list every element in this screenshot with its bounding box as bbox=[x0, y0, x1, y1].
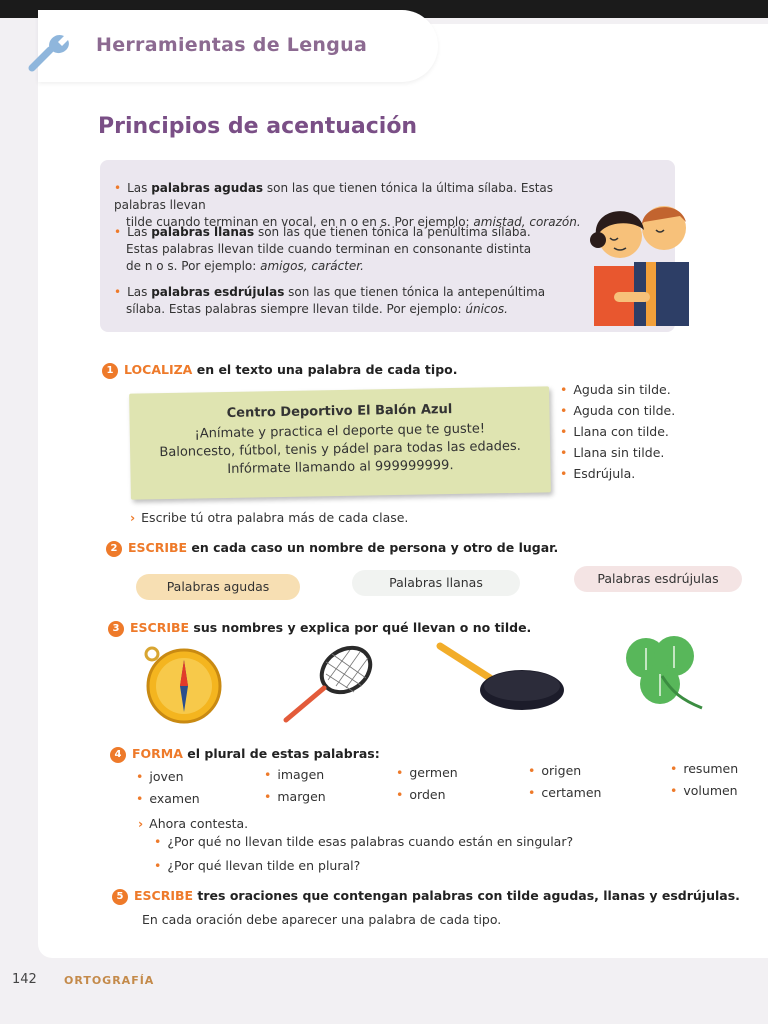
bullet-icon: • bbox=[114, 181, 122, 195]
rule-example: amigos, carácter. bbox=[260, 259, 364, 273]
notice-line: Infórmate llamando al 999999999. bbox=[227, 458, 454, 477]
activity-keyword: ESCRIBE bbox=[134, 888, 194, 903]
activity-number: 5 bbox=[112, 889, 128, 905]
rule-text: sílaba. Estas palabras siempre llevan tilde. Por ejemplo: bbox=[126, 302, 466, 316]
list-item: • volumen bbox=[670, 783, 738, 798]
bullet-icon: • bbox=[114, 225, 122, 239]
category-esdrujulas: Palabras esdrújulas bbox=[574, 566, 742, 592]
activity-keyword: ESCRIBE bbox=[130, 620, 190, 635]
rule-text: son las que tienen tónica la última sílaba. Estas palabras llevan bbox=[114, 181, 554, 212]
people-illustration bbox=[584, 196, 694, 326]
list-item: • Aguda con tilde. bbox=[560, 403, 676, 418]
list-item: • examen bbox=[136, 791, 200, 806]
rule-text: tilde cuando terminan en vocal, en n o en s. Por ejemplo: bbox=[126, 215, 474, 229]
list-item: • imagen bbox=[264, 767, 325, 782]
rule-text: son las que tienen tónica la antepenúltima bbox=[284, 285, 546, 299]
clover-icon bbox=[612, 630, 708, 714]
activity-number: 2 bbox=[106, 541, 122, 557]
activity-keyword: LOCALIZA bbox=[124, 362, 193, 377]
rule-text: son las que tienen tónica la penúltima sílaba. bbox=[254, 225, 531, 239]
activity-number: 3 bbox=[108, 621, 124, 637]
list-item: • origen bbox=[528, 763, 582, 778]
word-type-list bbox=[560, 382, 675, 487]
plural-column-5 bbox=[670, 758, 738, 802]
arrow-icon: › bbox=[130, 510, 136, 525]
plural-column-3 bbox=[396, 762, 458, 806]
category-llanas: Palabras llanas bbox=[352, 570, 520, 596]
list-item: • Esdrújula. bbox=[560, 466, 636, 481]
list-item: • germen bbox=[396, 765, 458, 780]
frying-pan-icon bbox=[434, 640, 570, 720]
arrow-icon: › bbox=[138, 816, 144, 831]
activity-1 bbox=[102, 362, 457, 379]
rule-text: Las bbox=[127, 225, 152, 239]
plural-column-2 bbox=[264, 764, 326, 808]
activity-4-sub: › Ahora contesta. bbox=[138, 816, 249, 831]
list-item: • orden bbox=[396, 787, 446, 802]
bullet-icon: • bbox=[114, 285, 122, 299]
rule-text: Las bbox=[127, 181, 152, 195]
list-item: • Aguda sin tilde. bbox=[560, 382, 671, 397]
tennis-racket-icon bbox=[280, 640, 380, 726]
activity-number: 1 bbox=[102, 363, 118, 379]
rule-text: Las bbox=[127, 285, 152, 299]
question-2: • ¿Por qué llevan tilde en plural? bbox=[154, 858, 361, 873]
wrench-icon bbox=[24, 26, 74, 76]
activity-number: 4 bbox=[110, 747, 126, 763]
activity-keyword: ESCRIBE bbox=[128, 540, 188, 555]
plural-column-4 bbox=[528, 760, 601, 804]
rule-esdrujulas bbox=[114, 284, 604, 318]
list-item: • Llana sin tilde. bbox=[560, 445, 665, 460]
list-item: • joven bbox=[136, 769, 184, 784]
rule-text: de n o s. Por ejemplo: bbox=[126, 259, 261, 273]
activity-instruction: tres oraciones que contengan palabras con tilde agudas, llanas y esdrújulas. bbox=[193, 888, 740, 903]
plural-column-1 bbox=[136, 766, 200, 810]
activity-1-sub: › Escribe tú otra palabra más de cada clase. bbox=[130, 510, 409, 525]
notice-card bbox=[129, 386, 551, 499]
notice-title: Centro Deportivo El Balón Azul bbox=[226, 402, 453, 421]
rule-text: Estas palabras llevan tilde cuando terminan en consonante distinta bbox=[126, 242, 532, 256]
category-agudas: Palabras agudas bbox=[136, 574, 300, 600]
question-1: • ¿Por qué no llevan tilde esas palabras cuando están en singular? bbox=[154, 834, 574, 849]
activity-instruction: el plural de estas palabras: bbox=[182, 746, 380, 761]
rule-term: palabras llanas bbox=[151, 225, 255, 239]
page-title: Principios de acentuación bbox=[98, 114, 418, 139]
section-title: Herramientas de Lengua bbox=[96, 34, 368, 56]
rule-example: únicos. bbox=[465, 302, 508, 316]
list-item: • margen bbox=[264, 789, 326, 804]
list-item: • Llana con tilde. bbox=[560, 424, 669, 439]
footer-section: ORTOGRAFÍA bbox=[64, 974, 155, 987]
activity-5-note: En cada oración debe aparecer una palabra de cada tipo. bbox=[142, 912, 502, 927]
rule-example: amistad, corazón. bbox=[473, 215, 581, 229]
activity-3 bbox=[108, 620, 531, 637]
compass-icon bbox=[138, 644, 228, 724]
activity-keyword: FORMA bbox=[132, 746, 183, 761]
rule-term: palabras esdrújulas bbox=[151, 285, 285, 299]
notice-line: Baloncesto, fútbol, tenis y pádel para todas las edades. bbox=[159, 438, 521, 461]
activity-2 bbox=[106, 540, 558, 557]
rule-term: palabras agudas bbox=[151, 181, 264, 195]
notice-line: ¡Anímate y practica el deporte que te guste! bbox=[194, 421, 486, 442]
activity-4 bbox=[110, 746, 380, 763]
list-item: • certamen bbox=[528, 785, 602, 800]
page-number: 142 bbox=[12, 972, 37, 987]
rule-llanas bbox=[114, 224, 604, 275]
activity-instruction: en cada caso un nombre de persona y otro de lugar. bbox=[187, 540, 559, 555]
activity-instruction: sus nombres y explica por qué llevan o no tilde. bbox=[189, 620, 532, 635]
activity-5 bbox=[112, 888, 740, 905]
list-item: • resumen bbox=[670, 761, 739, 776]
activity-instruction: en el texto una palabra de cada tipo. bbox=[192, 362, 458, 377]
